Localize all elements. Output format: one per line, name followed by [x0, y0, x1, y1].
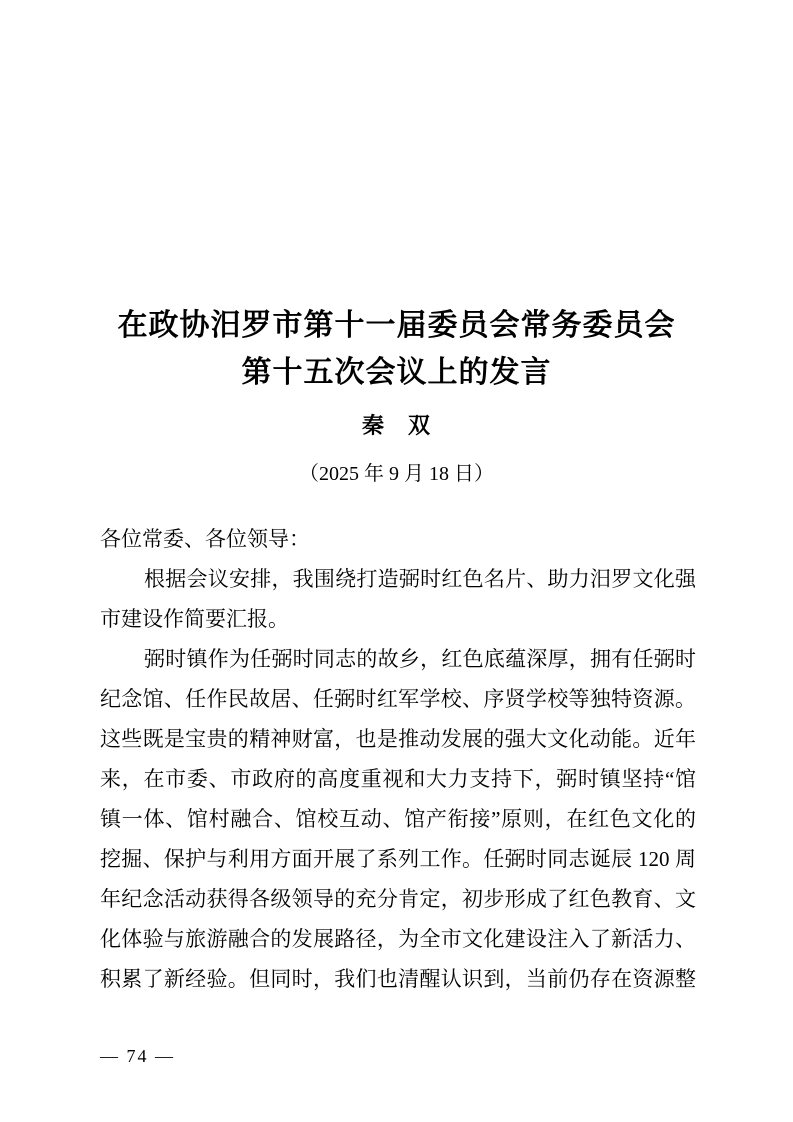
page-number: — 74 —: [100, 1046, 175, 1066]
body-line: 各位常委、各位领导：: [100, 527, 310, 551]
body-line: 这些既是宝贵的精神财富，也是推动发展的强大文化动能。近年: [100, 727, 696, 751]
document-title: [0, 0, 793, 396]
body-line: 年纪念活动获得各级领导的充分肯定，初步形成了红色教育、文: [100, 887, 696, 911]
body-line: 根据会议安排，我围绕打造弼时红色名片、助力汨罗文化强: [144, 567, 696, 591]
title-line-1: 在政协汨罗市第十一届委员会常务委员会: [117, 309, 676, 342]
body-line: 市建设作简要汇报。: [100, 607, 289, 631]
body-text: [100, 519, 696, 999]
body-line: 纪念馆、任作民故居、任弼时红军学校、序贤学校等独特资源。: [100, 687, 696, 711]
author-name: 秦 双: [361, 413, 431, 438]
body-line: 挖掘、保护与利用方面开展了系列工作。任弼时同志诞辰 120 周: [100, 847, 696, 871]
title-line-2: 第十五次会议上的发言: [241, 356, 552, 389]
body-line: 镇一体、馆村融合、馆校互动、馆产衔接”原则，在红色文化的: [100, 807, 696, 831]
body-line: 化体验与旅游融合的发展路径，为全市文化建设注入了新活力、: [100, 927, 696, 951]
body-line: 积累了新经验。但同时，我们也清醒认识到，当前仍存在资源整: [100, 967, 696, 991]
body-line: 弼时镇作为任弼时同志的故乡，红色底蕴深厚，拥有任弼时: [144, 647, 696, 671]
body-line: 来，在市委、市政府的高度重视和大力支持下，弼时镇坚持“馆: [100, 767, 696, 791]
speech-date: （2025 年 9 月 18 日）: [299, 463, 494, 485]
